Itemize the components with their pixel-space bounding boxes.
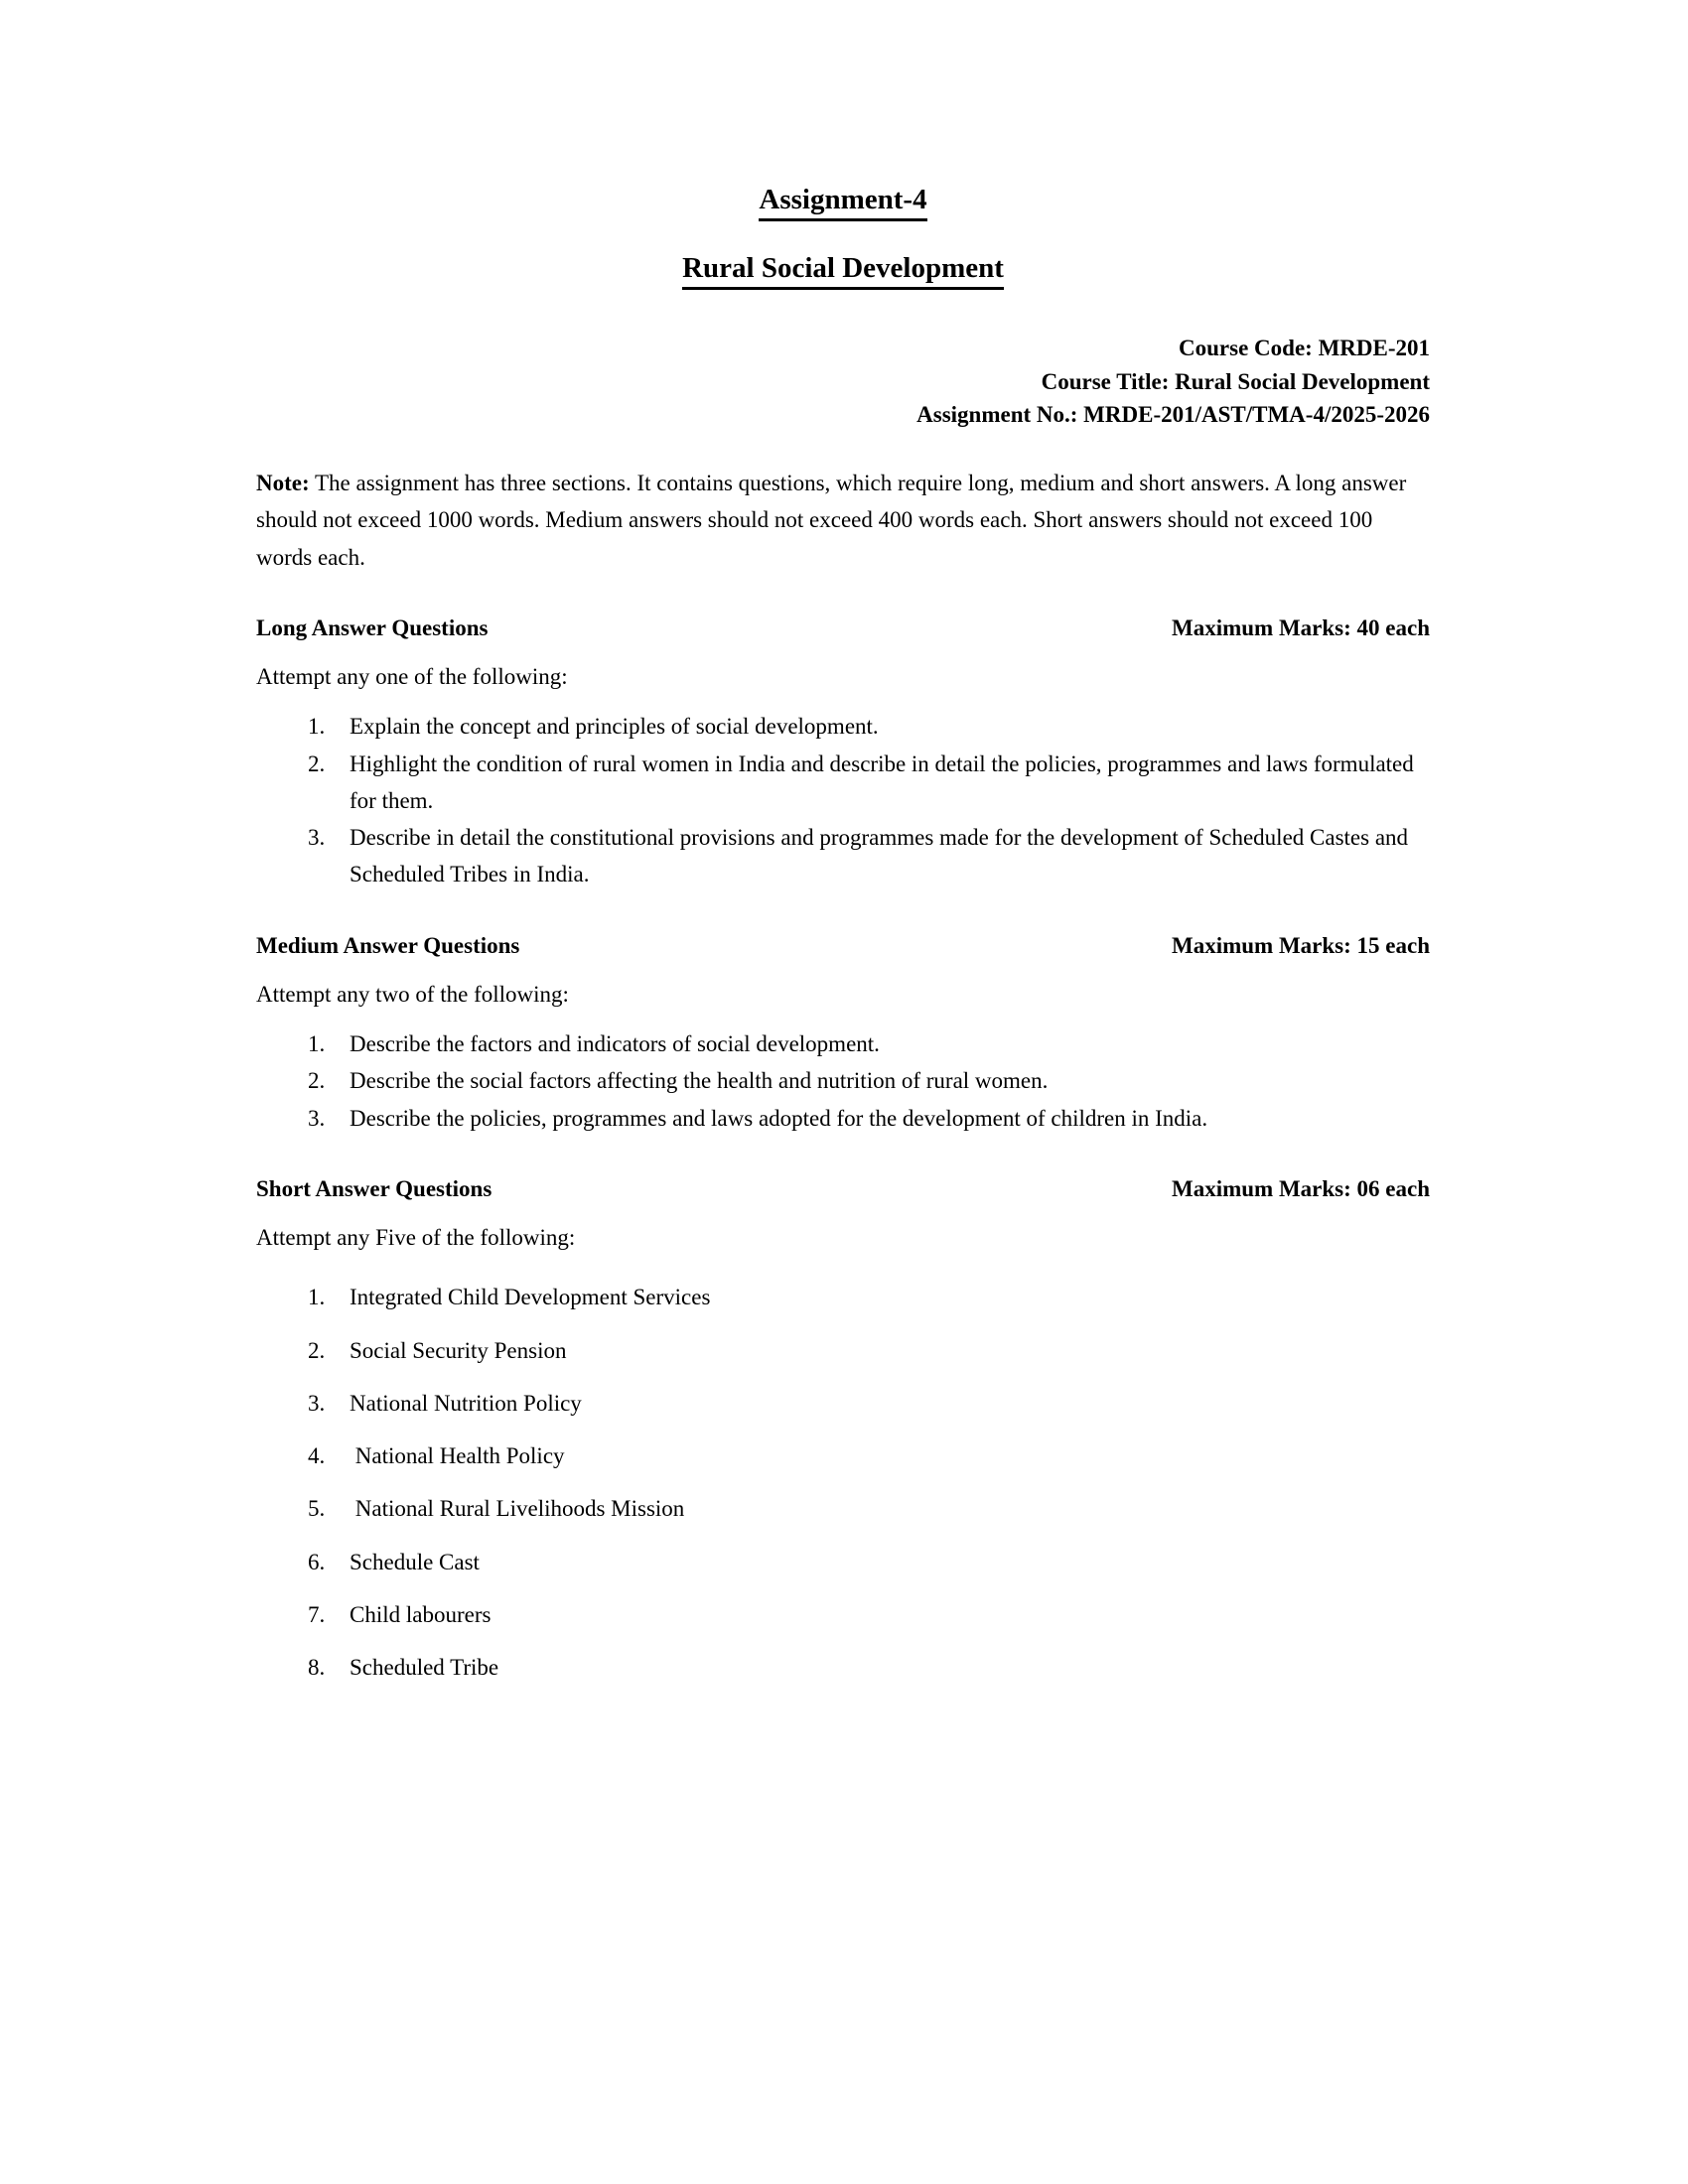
section-attempt-medium: Attempt any two of the following: [256,981,569,1007]
list-item [256,1596,1430,1633]
list-number: 4. [308,1443,326,1469]
note-label: Note: [256,471,310,496]
list-number: 2. [308,1337,326,1363]
section-title-long: Long Answer Questions [256,614,489,640]
list-number: 8. [308,1655,326,1681]
list-item [256,1279,1430,1315]
list-text: Schedule Cast [350,1549,480,1574]
section-marks-medium: Maximum Marks: 15 each [1172,932,1430,958]
list-text: National Nutrition Policy [350,1390,582,1416]
section-title-medium: Medium Answer Questions [256,932,520,958]
list-number: 3. [308,1390,326,1416]
list-item [256,1385,1430,1422]
list-text: National Rural Livelihoods Mission [350,1496,685,1522]
list-text: Describe the policies, programmes and laws adopted for the development of children in India. [350,1105,1208,1131]
list-text: Social Security Pension [350,1337,567,1363]
list-item [256,1062,1430,1099]
list-item [256,1437,1430,1474]
list-item [256,819,1430,893]
list-item [256,1544,1430,1580]
section-attempt-long: Attempt any one of the following: [256,663,568,689]
list-number: 5. [308,1496,326,1522]
list-text: Explain the concept and principles of social development. [350,714,879,740]
list-text: Describe the social factors affecting the health and nutrition of rural women. [350,1068,1049,1094]
list-text: Highlight the condition of rural women in India and describe in detail the policies, programmes and laws formulated for them. [350,751,1414,813]
list-number: 6. [308,1549,326,1574]
list-number: 3. [308,1105,326,1131]
note-text: The assignment has three sections. It contains questions, which require long, medium and short answers. A long answer should not exceed 1000 words. Medium answers should not exceed 400 words each. Short answers should not exceed 100 words each. [256,471,1407,570]
list-text: Describe in detail the constitutional provisions and programmes made for the development of Scheduled Castes and Scheduled Tribes in India. [350,825,1409,887]
list-item [256,1332,1430,1369]
list-number: 7. [308,1601,326,1627]
list-number: 3. [308,825,326,851]
list-number: 1. [308,1031,326,1057]
section-header-short [256,1176,1430,1202]
document-titles [256,0,1430,290]
list-text: Scheduled Tribe [350,1655,499,1681]
list-item [256,1025,1430,1062]
list-number: 2. [308,1068,326,1094]
section-attempt-short: Attempt any Five of the following: [256,1224,576,1250]
assignment-title-text: Assignment-4 [759,185,926,221]
list-item [256,1649,1430,1686]
list-item [256,1490,1430,1527]
question-list-long [256,708,1430,892]
course-code: Course Code: MRDE-201 [1179,335,1430,360]
list-text: Integrated Child Development Services [350,1285,711,1310]
list-item [256,1100,1430,1137]
list-text: Child labourers [350,1601,492,1627]
list-text: Describe the factors and indicators of social development. [350,1031,880,1057]
question-list-short [256,1279,1430,1686]
course-title: Course Title: Rural Social Development [1041,368,1430,394]
section-header-long [256,615,1430,641]
list-item [256,746,1430,820]
course-meta-block [256,332,1430,432]
document-body [256,0,1430,1702]
assignment-number: Assignment No.: MRDE-201/AST/TMA-4/2025-2026 [916,402,1430,428]
list-number: 2. [308,751,326,776]
question-list-medium [256,1025,1430,1137]
section-marks-long: Maximum Marks: 40 each [1172,614,1430,640]
section-title-short: Short Answer Questions [256,1175,492,1201]
list-number: 1. [308,714,326,740]
list-item [256,708,1430,745]
course-name-title [256,221,1430,290]
section-marks-short: Maximum Marks: 06 each [1172,1175,1430,1201]
assignment-title [256,0,1430,221]
note-paragraph [256,465,1430,576]
section-header-medium [256,933,1430,959]
course-name-title-text: Rural Social Development [682,253,1004,290]
list-text: National Health Policy [350,1443,565,1469]
list-number: 1. [308,1285,326,1310]
